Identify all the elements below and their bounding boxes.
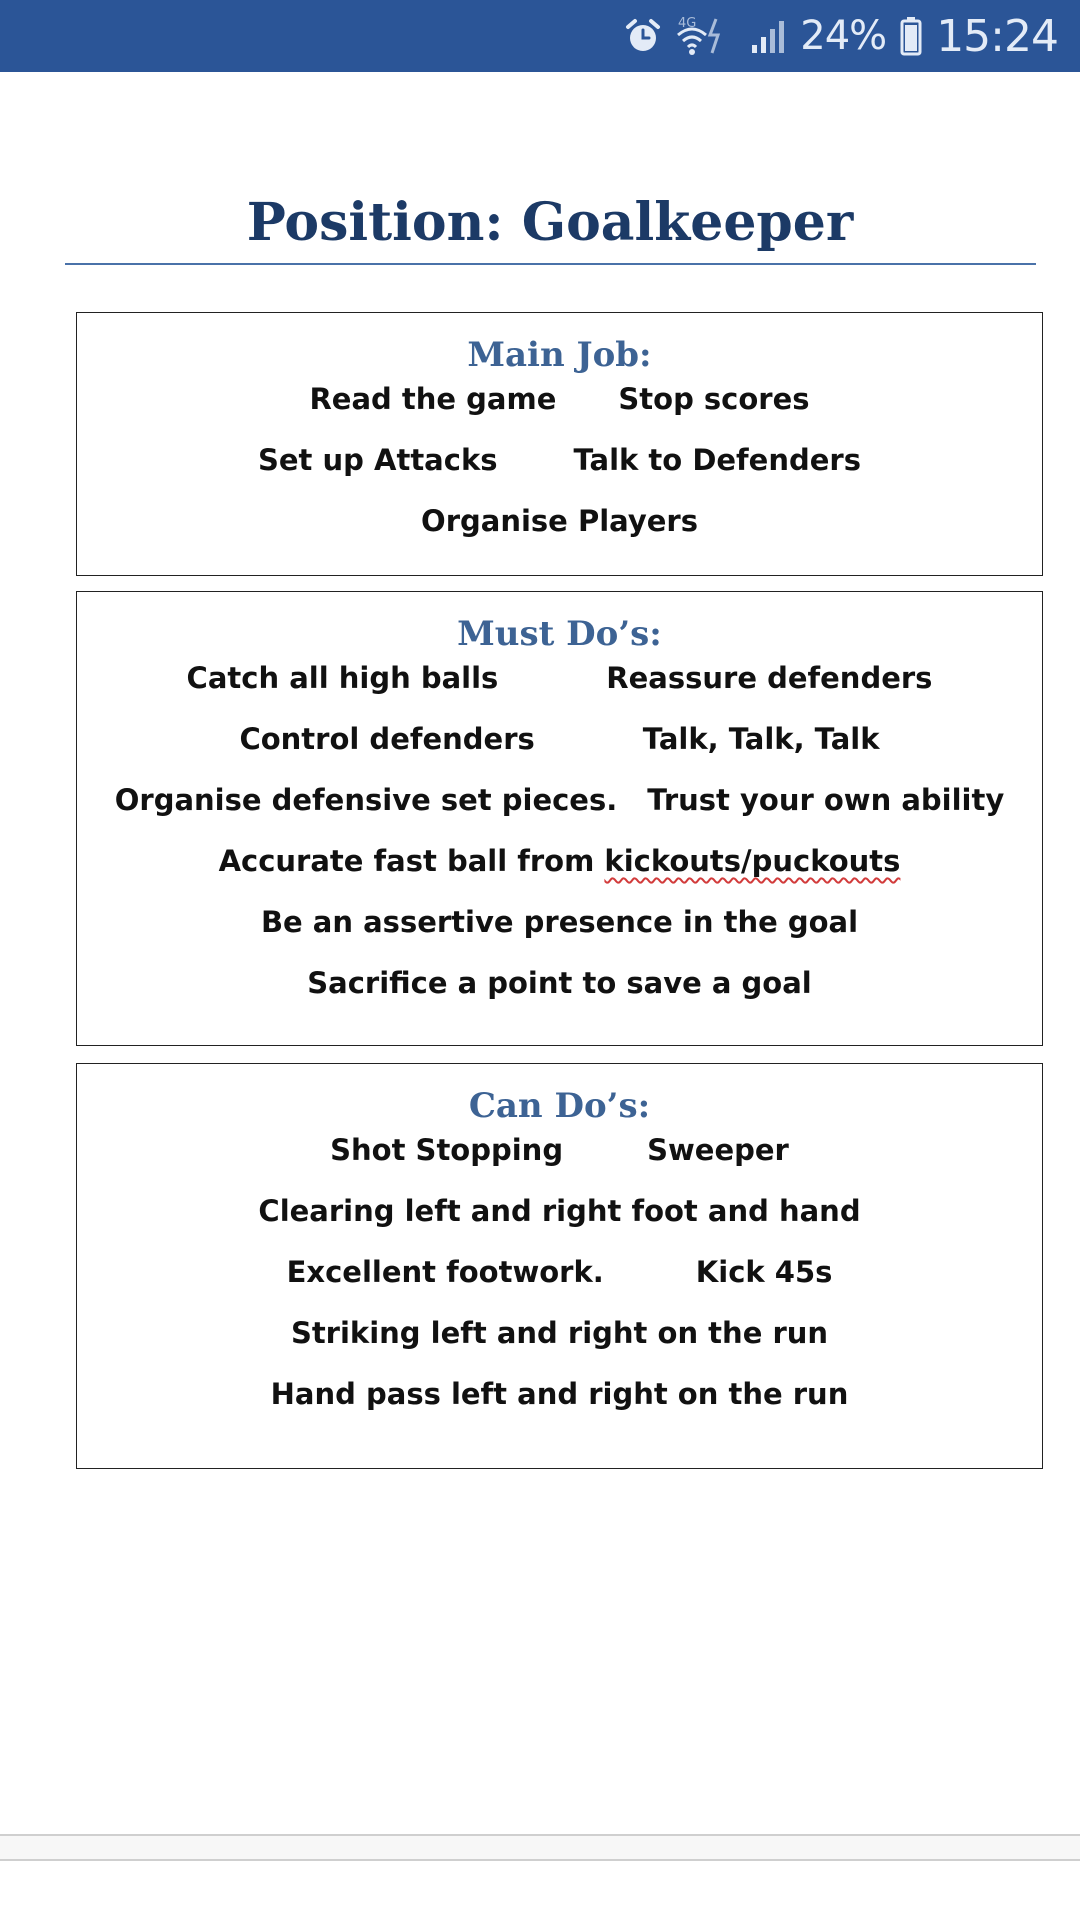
- duty-item: Organise Players: [421, 504, 698, 538]
- duty-item: Kick 45s: [695, 1255, 833, 1289]
- can-dos-section: [76, 1063, 1043, 1469]
- section-line: [77, 1181, 1042, 1242]
- section-heading: Main Job:: [467, 335, 652, 375]
- duty-item: Control defenders: [239, 722, 535, 756]
- section-line: [77, 892, 1042, 953]
- section-line: [77, 1242, 1042, 1303]
- spellcheck-flagged-word: kickouts/puckouts: [604, 844, 901, 878]
- duty-item: Organise defensive set pieces.: [114, 783, 618, 817]
- page-gap: [0, 1835, 1080, 1859]
- duty-item: Shot Stopping: [330, 1133, 564, 1167]
- section-line: [77, 369, 1042, 430]
- duty-item: Hand pass left and right on the run: [270, 1377, 849, 1411]
- duty-item: Excellent footwork.: [286, 1255, 604, 1289]
- must-dos-section: [76, 591, 1043, 1046]
- duty-item: Stop scores: [618, 382, 810, 416]
- duty-item: Read the game: [309, 382, 557, 416]
- section-line: [77, 491, 1042, 552]
- section-heading: Can Do’s:: [468, 1086, 651, 1126]
- status-bar: [0, 0, 1080, 72]
- alarm-icon: [624, 17, 662, 55]
- clock-time: 15:24: [936, 10, 1058, 62]
- next-page-top-edge: [0, 1859, 1080, 1861]
- duty-item: Talk to Defenders: [573, 443, 861, 477]
- duty-item: Sweeper: [647, 1133, 789, 1167]
- duty-item: Be an assertive presence in the goal: [260, 905, 859, 939]
- main-job-section: [76, 312, 1043, 576]
- section-line: [77, 1364, 1042, 1425]
- section-line: [77, 831, 1042, 892]
- section-line: [77, 709, 1042, 770]
- document-title: Position: Goalkeeper: [246, 192, 854, 253]
- section-line: [77, 648, 1042, 709]
- duty-item: Accurate fast ball from: [218, 844, 605, 878]
- duty-item: Clearing left and right foot and hand: [258, 1194, 861, 1228]
- duty-item: Striking left and right on the run: [290, 1316, 829, 1350]
- page-bottom-edge: [0, 1834, 1080, 1836]
- battery-percent: 24%: [800, 13, 887, 59]
- duty-item: Trust your own ability: [647, 783, 1005, 817]
- duty-item: Set up Attacks: [258, 443, 498, 477]
- title-underline: [65, 263, 1036, 265]
- section-line: [77, 953, 1042, 1014]
- section-line: [77, 770, 1042, 831]
- duty-item: Sacrifice a point to save a goal: [307, 966, 812, 1000]
- battery-icon: [900, 16, 922, 56]
- wifi-icon: [676, 15, 736, 57]
- section-line: [77, 1303, 1042, 1364]
- section-heading: Must Do’s:: [457, 614, 662, 654]
- duty-item: Catch all high balls: [186, 661, 499, 695]
- duty-item: Reassure defenders: [606, 661, 933, 695]
- section-line: [77, 430, 1042, 491]
- duty-item: Talk, Talk, Talk: [642, 722, 880, 756]
- signal-icon: [750, 17, 786, 55]
- section-line: [77, 1120, 1042, 1181]
- network-label: 4G: [678, 16, 697, 31]
